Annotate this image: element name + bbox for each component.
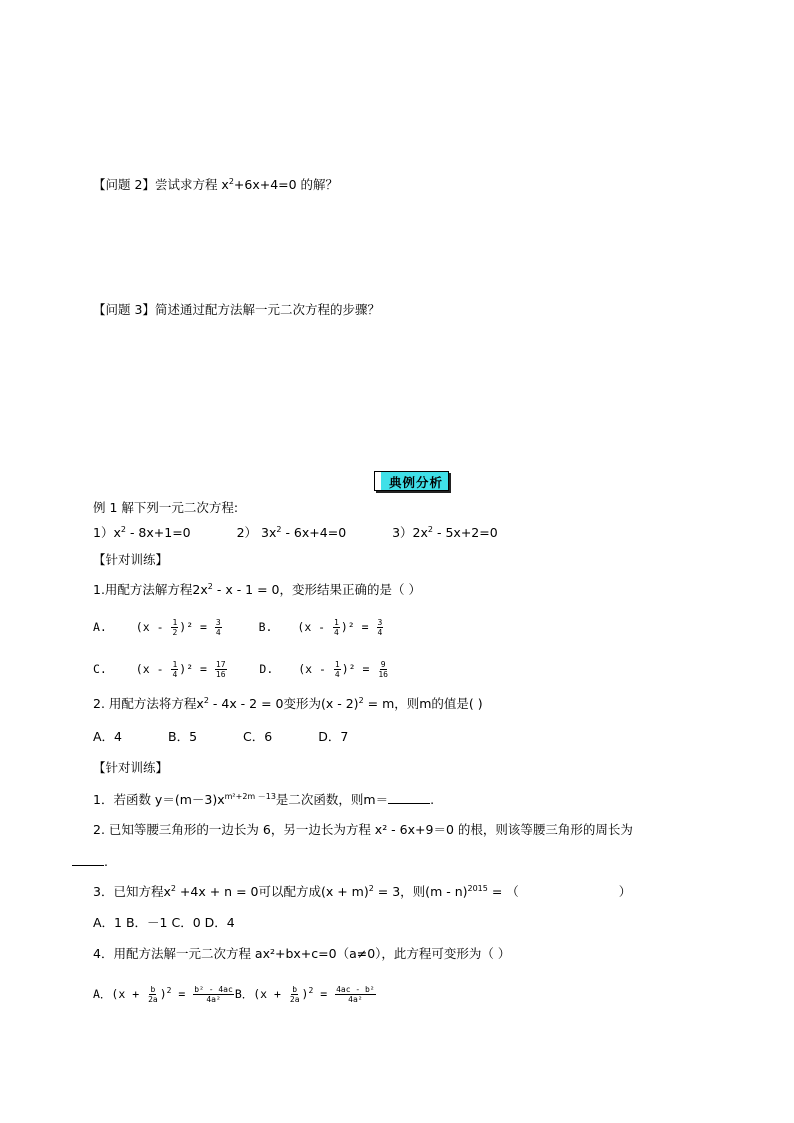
training-2-problem-2: 2. 已知等腰三角形的一边长为 6，另一边长为方程 x² - 6x+9＝0 的根，则该等腰三角形的周长为 [93,822,633,837]
option: C．6 [243,729,273,744]
equation-1: $1)x^2 - 8x+1=0$ [93,524,191,540]
training-2-problem-4: 4．用配方法解一元二次方程 ax²+bx+c=0（a≠0），此方程可变形为（ ） [93,946,511,961]
equation-3: $3)2x^2 - 5x+2=0$ [392,524,498,540]
option-b-expr: (x - $\frac{1}{4}$ )² = $\frac{3}{4}$ [297,618,383,637]
answer-blank[interactable] [388,803,430,804]
question-3-text: 简述通过配方法解一元二次方程的步骤？ [154,302,380,317]
question-2 [93,177,338,193]
option: D．7 [318,729,349,744]
option-c-expr: (x - $\frac{1}{4}$ )² = $\frac{17}{16}$ [135,660,226,679]
option-a-expr: A．(x + $\frac{b}{2a}$ )$^2$ = $\frac{\text{b² - 4ac}}{\text{4a²}}$ [93,985,233,1004]
question-2-label: 【问题 2】 [93,177,155,192]
option-a-expr: (x - $\frac{1}{2}$ )² = $\frac{3}{4}$ [135,618,221,637]
equation-2: 2） $3x^2 - 6x+4=0$ [236,524,347,540]
training-2-problem-3-options: A．1 B．－1 C．0 D．4 [93,915,235,930]
training-2-problem-3: 3．已知方程$x^2 +4x + n = 0$可以配方成$(x + m)^2 = 3$，则(m - n)$^{2015}$ = （ ） [93,883,632,899]
option-b-expr: B．(x + $\frac{b}{2a}$ )$^2$ = $\frac{\text{4ac - b²}}{\text{4a²}}$ [234,985,375,1004]
training-2-problem-4-options [93,985,377,1004]
question-3-label: 【问题 3】 [93,302,155,317]
section-badge [374,471,449,491]
example-1-title: 例 1 解下列一元二次方程: [93,500,239,515]
training-heading-1: 【针对训练】 [93,552,169,567]
training-1-problem-1: 1.用配方法解方程$2x^2 - x - 1 = 0$，变形结果正确的是（ ） [93,581,421,597]
exponent: 2 [228,176,234,186]
answer-blank[interactable] [72,865,104,866]
question-2-text: 尝试求方程 x [154,177,229,192]
option: B．5 [168,729,198,744]
question-2-text-end: +6x+4=0 的解？ [233,177,339,192]
option: A．4 [93,729,123,744]
option-c-label: C. [93,662,107,676]
training-2-problem-2-blank: . [72,854,108,870]
section-badge-label: 典例分析 [389,475,444,490]
option-d-expr: (x - $\frac{1}{4}$ )² = $\frac{9}{16}$ [298,660,388,679]
training-2-problem-1: 1．若函数 $y=(m-3)x^{m^2+2m -13}$是二次函数，则m＝ . [93,791,435,807]
option-b-label: B. [258,620,273,634]
training-1-options-cd [93,660,390,679]
question-3 [93,302,380,318]
option-a-label: A. [93,620,107,634]
training-1-options-ab [93,618,384,637]
training-1-problem-2-options [93,729,348,745]
training-heading-2: 【针对训练】 [93,760,169,775]
option-d-label: D. [259,662,274,676]
example-1-equations [93,525,498,541]
training-1-problem-2: 2. 用配方法将方程$x^2 - 4x - 2 = 0$变形为(x - 2)$^2$ = m，则m的值是( ) [93,695,483,711]
